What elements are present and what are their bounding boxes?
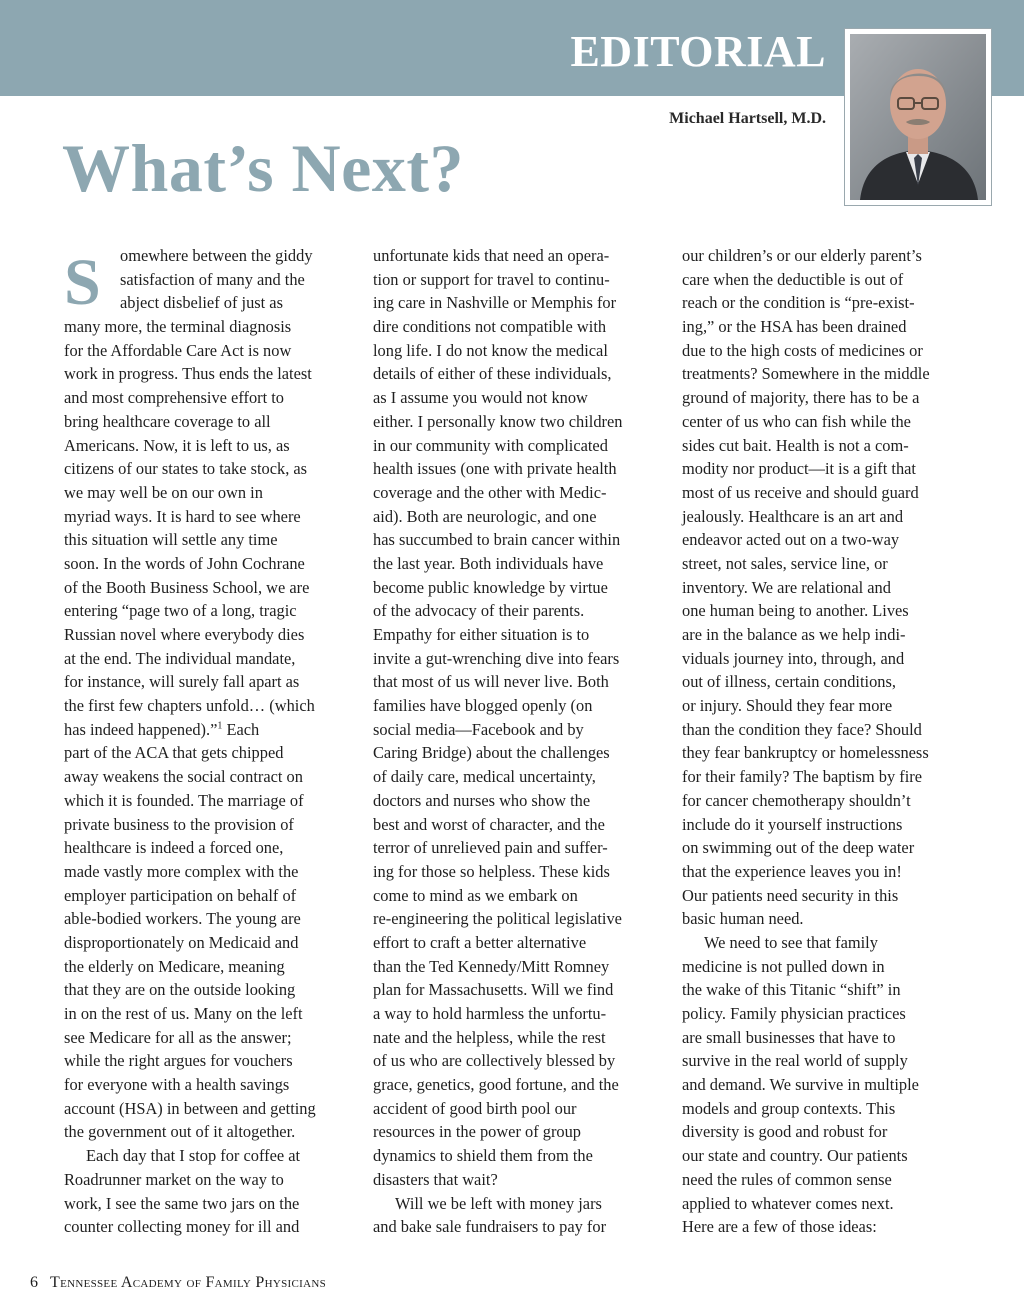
body-line: than the Ted Kennedy/Mitt Romney xyxy=(373,956,610,976)
body-line: best and worst of character, and the xyxy=(373,814,605,834)
body-line: effort to craft a better alternative xyxy=(373,932,587,952)
body-line: citizens of our states to take stock, as xyxy=(64,459,308,479)
body-line: which it is founded. The marriage of xyxy=(64,790,304,810)
body-line: viduals journey into, through, and xyxy=(682,648,905,668)
body-line: the government out of it altogether. xyxy=(64,1122,296,1142)
body-line: of daily care, medical uncertainty, xyxy=(373,767,596,787)
body-line: while the right argues for vouchers xyxy=(64,1051,293,1071)
body-line: see Medicare for all as the answer; xyxy=(64,1027,292,1047)
body-line: on swimming out of the deep water xyxy=(682,838,915,858)
body-line: doctors and nurses who show the xyxy=(373,790,591,810)
body-line: one human being to another. Lives xyxy=(682,601,909,621)
body-line: Here are a few of those ideas: xyxy=(682,1217,877,1237)
body-line: health issues (one with private health xyxy=(373,459,617,479)
body-line: nate and the helpless, while the rest xyxy=(373,1027,606,1047)
body-line: and demand. We survive in multiple xyxy=(682,1075,919,1095)
body-line: Empathy for either situation is to xyxy=(373,625,590,644)
body-line: the elderly on Medicare, meaning xyxy=(64,956,285,976)
body-line: has indeed happened).”$^1$ Each xyxy=(64,719,260,739)
body-line: policy. Family physician practices xyxy=(682,1004,906,1023)
body-line: satisfaction of many and the xyxy=(120,269,305,289)
body-line: aid). Both are neurologic, and one xyxy=(373,506,597,526)
body-line: resources in the power of group xyxy=(373,1122,582,1142)
body-line: that the experience leaves you in! xyxy=(682,861,902,881)
body-line: include do it yourself instructions xyxy=(682,814,903,834)
body-line: for cancer chemotherapy shouldn’t xyxy=(682,790,911,810)
body-line: our children’s or our elderly parent’s xyxy=(682,246,922,265)
body-line: or injury. Should they fear more xyxy=(682,696,893,716)
body-line: due to the high costs of medicines or xyxy=(682,340,923,360)
article-title: What’s Next? xyxy=(62,130,464,206)
body-line: jealously. Healthcare is an art and xyxy=(682,506,904,526)
body-line: for their family? The baptism by fire xyxy=(682,767,923,787)
body-line: survive in the real world of supply xyxy=(682,1051,908,1071)
body-line: medicine is not pulled down in xyxy=(682,956,885,976)
body-line: sides cut bait. Health is not a com- xyxy=(682,435,909,455)
body-line: inventory. We are relational and xyxy=(682,577,891,597)
body-line: healthcare is indeed a forced one, xyxy=(64,838,284,858)
body-line: that they are on the outside looking xyxy=(64,980,296,1000)
column-1 xyxy=(64,244,348,1239)
body-line: are in the balance as we help indi- xyxy=(682,625,906,644)
body-line: Will we be left with money jars xyxy=(395,1193,602,1213)
body-line: bring healthcare coverage to all xyxy=(64,411,271,431)
body-line: and bake sale fundraisers to pay for xyxy=(373,1217,607,1237)
body-line: unfortunate kids that need an opera- xyxy=(373,246,610,265)
body-line: care when the deductible is out of xyxy=(682,269,904,289)
body-line: omewhere between the giddy xyxy=(120,246,313,265)
body-line: endeavor acted out on a two-way xyxy=(682,530,900,550)
drop-cap: S xyxy=(64,246,101,319)
body-line: of the advocacy of their parents. xyxy=(373,601,585,621)
body-line: in our community with complicated xyxy=(373,435,608,455)
column-2 xyxy=(373,244,661,1239)
body-line: our state and country. Our patients xyxy=(682,1146,908,1166)
body-line: center of us who can fish while the xyxy=(682,411,911,431)
body-line: ing for those so helpless. These kids xyxy=(373,861,610,881)
body-line: coverage and the other with Medic- xyxy=(373,482,607,502)
body-line: the first few chapters unfold… (which xyxy=(64,696,315,716)
body-line: become public knowledge by virtue xyxy=(373,577,608,597)
body-line: applied to whatever comes next. xyxy=(682,1193,894,1213)
body-line: and most comprehensive effort to xyxy=(64,388,285,408)
body-line: work in progress. Thus ends the latest xyxy=(64,364,312,384)
body-line: street, not sales, service line, or xyxy=(682,553,888,573)
publication-name: Tennessee Academy of Family Physicians xyxy=(50,1274,326,1291)
body-line: reach or the condition is “pre-exist- xyxy=(682,293,915,313)
body-line: we may well be on our own in xyxy=(64,482,263,502)
body-line: come to mind as we embark on xyxy=(373,885,578,905)
body-line: ing,” or the HSA has been drained xyxy=(682,317,907,337)
body-line: diversity is good and robust for xyxy=(682,1122,888,1142)
body-line: Americans. Now, it is left to us, as xyxy=(64,435,290,455)
body-line: basic human need. xyxy=(682,909,804,929)
body-line: details of either of these individuals, xyxy=(373,364,612,384)
body-line: social media—Facebook and by xyxy=(373,719,584,739)
column-3 xyxy=(682,244,970,1239)
body-line: of us who are collectively blessed by xyxy=(373,1051,616,1071)
author-byline: Michael Hartsell, M.D. xyxy=(669,110,826,127)
body-line: account (HSA) in between and getting xyxy=(64,1098,316,1118)
body-line: able-bodied workers. The young are xyxy=(64,909,301,929)
body-line: disproportionately on Medicaid and xyxy=(64,932,299,952)
body-line: plan for Massachusetts. Will we find xyxy=(373,980,614,1000)
body-line: of the Booth Business School, we are xyxy=(64,577,310,597)
body-line: many more, the terminal diagnosis xyxy=(64,317,292,337)
body-line: most of us receive and should guard xyxy=(682,482,919,502)
body-line: invite a gut-wrenching dive into fears xyxy=(373,648,620,668)
body-line: made vastly more complex with the xyxy=(64,861,299,881)
body-line: at the end. The individual mandate, xyxy=(64,648,296,668)
body-line: terror of unrelieved pain and suffer- xyxy=(373,838,608,858)
body-line: long life. I do not know the medical xyxy=(373,340,608,360)
body-line: grace, genetics, good fortune, and the xyxy=(373,1075,619,1095)
body-line: for everyone with a health savings xyxy=(64,1075,290,1095)
body-line: ground of majority, there has to be a xyxy=(682,388,920,408)
body-line: work, I see the same two jars on the xyxy=(64,1193,300,1213)
body-line: soon. In the words of John Cochrane xyxy=(64,553,305,573)
body-line: for the Affordable Care Act is now xyxy=(64,340,292,360)
portrait-image xyxy=(850,34,986,200)
body-line: Roadrunner market on the way to xyxy=(64,1169,284,1189)
body-line: they fear bankruptcy or homelessness xyxy=(682,743,929,763)
body-line: tion or support for travel to continu- xyxy=(373,269,610,289)
body-line: Our patients need security in this xyxy=(682,885,899,905)
body-line: employer participation on behalf of xyxy=(64,885,297,905)
body-line: the last year. Both individuals have xyxy=(373,553,604,573)
body-line: ing care in Nashville or Memphis for xyxy=(373,293,617,313)
body-line: Russian novel where everybody dies xyxy=(64,625,305,644)
section-label: EDITORIAL xyxy=(570,27,826,76)
footnote-marker: 1 xyxy=(217,720,223,732)
body-line: counter collecting money for ill and xyxy=(64,1217,300,1237)
body-line: has succumbed to brain cancer within xyxy=(373,530,621,550)
body-line: than the condition they face? Should xyxy=(682,719,922,739)
author-photo xyxy=(844,28,992,206)
body-line: disasters that wait? xyxy=(373,1169,498,1189)
body-line: private business to the provision of xyxy=(64,814,294,834)
body-line: dire conditions not compatible with xyxy=(373,317,607,337)
body-line: this situation will settle any time xyxy=(64,530,278,550)
body-line: myriad ways. It is hard to see where xyxy=(64,506,301,526)
body-line: accident of good birth pool our xyxy=(373,1098,577,1118)
body-line: are small businesses that have to xyxy=(682,1027,896,1047)
body-line: the wake of this Titanic “shift” in xyxy=(682,980,901,1000)
body-line: either. I personally know two children xyxy=(373,411,623,431)
body-line: dynamics to shield them from the xyxy=(373,1146,593,1166)
page-number: 6 xyxy=(30,1274,38,1291)
body-line: out of illness, certain conditions, xyxy=(682,672,896,692)
body-line: away weakens the social contract on xyxy=(64,767,303,787)
body-line: as I assume you would not know xyxy=(373,388,588,408)
body-line: in on the rest of us. Many on the left xyxy=(64,1004,303,1023)
body-line: families have blogged openly (on xyxy=(373,696,593,716)
body-line: models and group contexts. This xyxy=(682,1098,896,1118)
page-footer xyxy=(30,1274,326,1292)
body-line: We need to see that family xyxy=(704,932,878,952)
body-line: re-engineering the political legislative xyxy=(373,909,622,929)
body-line: abject disbelief of just as xyxy=(120,293,283,313)
body-line: for instance, will surely fall apart as xyxy=(64,672,300,692)
body-line: treatments? Somewhere in the middle xyxy=(682,364,930,384)
body-line: a way to hold harmless the unfortu- xyxy=(373,1004,607,1023)
body-line: modity nor product—it is a gift that xyxy=(682,459,916,479)
body-line: need the rules of common sense xyxy=(682,1169,892,1189)
body-line: Caring Bridge) about the challenges xyxy=(373,743,610,763)
body-line: part of the ACA that gets chipped xyxy=(64,743,284,763)
body-line: that most of us will never live. Both xyxy=(373,672,609,692)
body-line: entering “page two of a long, tragic xyxy=(64,601,297,621)
body-line: Each day that I stop for coffee at xyxy=(86,1146,301,1166)
